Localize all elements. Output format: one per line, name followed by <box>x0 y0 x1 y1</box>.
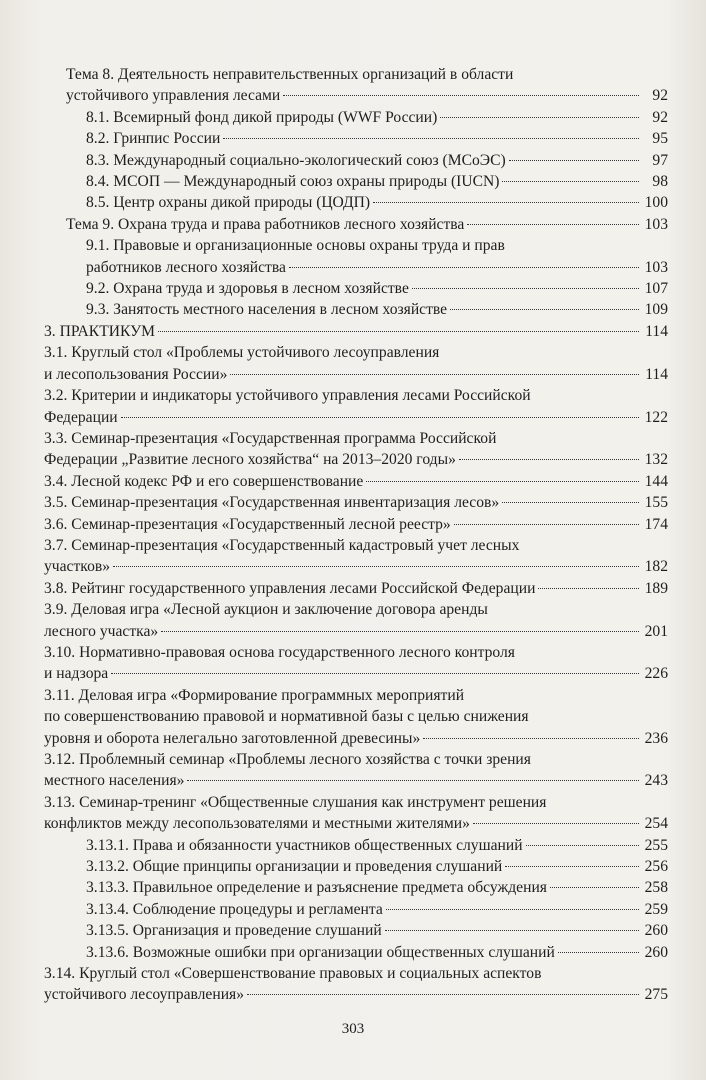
toc-entry-last-line <box>86 150 668 171</box>
toc-entry <box>44 899 668 920</box>
toc-entry-text: 3.13.5. Организация и проведение слушаний <box>86 922 382 940</box>
toc-entry <box>44 492 668 513</box>
toc-entry-text: 3.5. Семинар-презентация «Государственная инвентаризация лесов» <box>44 494 500 512</box>
dot-leader <box>121 417 639 418</box>
toc-entry <box>44 535 668 578</box>
toc-entry-page: 103 <box>644 258 668 276</box>
dot-leader <box>459 459 639 460</box>
toc-entry-page: 260 <box>644 922 668 940</box>
toc-entry-text: Тема 8. Деятельность неправительственных организаций в области <box>66 66 514 83</box>
toc-entry-text: 8.4. МСОП — Международный союз охраны природы (IUCN) <box>86 173 500 191</box>
toc-entry-page: 256 <box>644 858 668 876</box>
toc-entry-text: и лесопользования России» <box>44 365 228 383</box>
toc-entry-last-line <box>44 492 668 513</box>
toc-entry <box>44 107 668 128</box>
dot-leader <box>467 224 639 225</box>
toc-entry-text: 3. ПРАКТИКУМ <box>44 322 155 340</box>
dot-leader <box>283 95 639 96</box>
toc-entry-text: местного населения» <box>44 772 185 790</box>
dot-leader <box>550 887 639 888</box>
dot-leader <box>111 673 639 674</box>
toc-entry-text: 3.13.1. Права и обязанности участников общественных слушаний <box>86 836 523 854</box>
toc-entry-text: 3.12. Проблемный семинар «Проблемы лесного хозяйства с точки зрения <box>44 751 531 768</box>
toc-entry-last-line <box>86 835 668 856</box>
toc-entry-page: 243 <box>644 772 668 790</box>
dot-leader <box>386 909 639 910</box>
toc-entry-last-line <box>44 449 668 470</box>
toc-entry-text: лесного участка» <box>44 622 159 640</box>
toc-entry <box>44 835 668 856</box>
toc-entry-text: 9.2. Охрана труда и здоровья в лесном хозяйстве <box>86 280 409 298</box>
toc-entry <box>44 856 668 877</box>
toc-entry-page: 254 <box>644 815 668 833</box>
toc-entry-page: 92 <box>652 87 668 105</box>
toc-entry-page: 174 <box>644 515 668 533</box>
toc-entry-last-line <box>44 663 668 684</box>
toc-entry <box>44 642 668 685</box>
toc-entry-page: 114 <box>645 322 668 340</box>
toc-entry-page: 259 <box>644 900 668 918</box>
toc-entry <box>44 920 668 941</box>
toc-entry-last-line <box>86 192 668 213</box>
dot-leader <box>502 181 639 182</box>
toc-entry-text: 3.13. Семинар-тренинг «Общественные слушания как инструмент решения <box>44 793 547 811</box>
toc-entry-last-line <box>86 877 668 898</box>
page-number: 303 <box>341 1021 365 1037</box>
dot-leader <box>423 738 639 739</box>
toc-entry-text: 3.11. Деловая игра «Формирование программных мероприятий <box>44 686 465 704</box>
dot-leader <box>247 994 639 995</box>
toc-entry-page: 201 <box>644 622 668 640</box>
toc-entry-page: 226 <box>644 665 668 683</box>
toc-entry-last-line <box>44 578 668 599</box>
toc-entry-page: 182 <box>644 558 668 576</box>
toc-entry <box>44 749 668 792</box>
toc-entry <box>44 599 668 642</box>
toc-entry-last-line <box>86 942 668 963</box>
toc-entry-text: по совершенствованию правовой и нормативной базы с целью снижения <box>44 708 529 726</box>
toc-entry <box>44 235 668 278</box>
toc-entry-last-line <box>44 621 668 642</box>
toc-entry-last-line <box>86 920 668 941</box>
dot-leader <box>502 502 639 503</box>
toc-entry <box>44 792 668 835</box>
toc-entry-last-line <box>86 856 668 877</box>
toc-entry <box>44 192 668 213</box>
toc-entry <box>44 342 668 385</box>
toc-entry-last-line <box>44 514 668 535</box>
toc-entry-text: 3.14. Круглый стол «Совершенствование правовых и социальных аспектов <box>44 965 542 983</box>
toc-entry <box>44 428 668 471</box>
dot-leader <box>454 524 639 525</box>
toc-entry-page: 109 <box>644 301 668 319</box>
toc-entry-last-line <box>44 728 668 749</box>
toc-entry-text: устойчивого лесоуправления» <box>44 986 245 1004</box>
toc-entry-last-line <box>86 257 668 278</box>
toc-entry-text: 3.3. Семинар-презентация «Государственная программа Российской <box>44 429 497 447</box>
dot-leader <box>538 588 639 589</box>
toc-entry-text: и надзора <box>44 665 109 683</box>
toc-entry-page: 236 <box>644 729 668 747</box>
toc-entry-last-line <box>86 171 668 192</box>
toc-entry <box>44 963 668 1006</box>
toc-entry-last-line <box>44 813 668 834</box>
toc-entry-page: 98 <box>652 173 668 191</box>
toc-entry-text: 3.9. Деловая игра «Лесной аукцион и заключение договора аренды <box>44 601 488 619</box>
toc-entry-last-line <box>86 278 668 299</box>
toc-entry-page: 189 <box>644 579 668 597</box>
toc-entry-page: 107 <box>644 280 668 298</box>
toc-entry-text: 3.1. Круглый стол «Проблемы устойчивого лесоуправления <box>44 344 440 362</box>
toc-entry <box>44 64 668 107</box>
toc-entry-last-line <box>86 107 668 128</box>
toc-entry <box>44 514 668 535</box>
toc-entry-page: 103 <box>644 215 668 233</box>
toc-entry <box>44 214 668 235</box>
toc-entry <box>44 877 668 898</box>
dot-leader <box>505 866 639 867</box>
dot-leader <box>412 288 639 289</box>
toc-entry <box>44 578 668 599</box>
toc-entry-text: Федерации „Развитие лесного хозяйства“ на 2013–2020 годы» <box>44 451 456 469</box>
toc-entry <box>44 150 668 171</box>
toc-entry <box>44 299 668 320</box>
toc-entry-last-line <box>44 556 668 577</box>
toc-entry-text: 8.2. Гринпис России <box>86 130 221 148</box>
toc-entry-last-line <box>44 364 668 385</box>
dot-leader <box>187 780 639 781</box>
toc-entry-text: 3.4. Лесной кодекс РФ и его совершенствование <box>44 472 364 490</box>
toc-entry-page: 260 <box>644 943 668 961</box>
dot-leader <box>450 309 639 310</box>
toc-entry-last-line <box>86 899 668 920</box>
toc-entry <box>44 278 668 299</box>
dot-leader <box>526 845 639 846</box>
toc-entry <box>44 321 668 342</box>
dot-leader <box>158 331 639 332</box>
toc-entry-page: 255 <box>644 836 668 854</box>
dot-leader <box>230 374 639 375</box>
toc-entry-text: 3.13.4. Соблюдение процедуры и регламента <box>86 900 383 918</box>
toc-entry-last-line <box>44 407 668 428</box>
toc-entry-text: 3.13.6. Возможные ошибки при организации общественных слушаний <box>86 943 555 961</box>
toc-entry-last-line <box>66 214 668 235</box>
toc-entry-text: Тема 9. Охрана труда и права работников лесного хозяйства <box>66 215 465 233</box>
toc-entry-page: 114 <box>645 365 668 383</box>
toc-entry-text: 3.2. Критерии и индикаторы устойчивого управления лесами Российской <box>44 387 531 405</box>
dot-leader <box>385 930 639 931</box>
toc-entry-last-line <box>44 321 668 342</box>
toc-entry-page: 95 <box>652 130 668 148</box>
toc-entry <box>44 385 668 428</box>
toc-entry-last-line <box>44 984 668 1005</box>
toc-entry-page: 155 <box>644 494 668 512</box>
toc-entry-text: уровня и оборота нелегально заготовленной древесины» <box>44 729 421 747</box>
table-of-contents <box>44 64 668 1006</box>
dot-leader <box>373 202 639 203</box>
toc-entry-page: 92 <box>652 108 668 126</box>
dot-leader <box>366 481 639 482</box>
dot-leader <box>509 160 639 161</box>
toc-entry-text: конфликтов между лесопользователями и местными жителями» <box>44 815 470 833</box>
dot-leader <box>440 117 639 118</box>
toc-entry-text: 8.5. Центр охраны дикой природы (ЦОДП) <box>86 194 371 212</box>
toc-entry-last-line <box>86 128 668 149</box>
dot-leader <box>473 823 639 824</box>
dot-leader <box>289 267 639 268</box>
toc-entry-last-line <box>44 471 668 492</box>
toc-entry-text: 3.10. Нормативно-правовая основа государственного лесного контроля <box>44 643 515 661</box>
toc-entry-text: 8.3. Международный социально-экологический союз (МСоЭС) <box>86 151 506 169</box>
toc-entry-last-line <box>86 299 668 320</box>
toc-entry-text: 3.8. Рейтинг государственного управления лесами Российской Федерации <box>44 579 536 597</box>
toc-entry-text: участков» <box>44 558 111 576</box>
toc-entry <box>44 471 668 492</box>
toc-entry-page: 100 <box>644 194 668 212</box>
toc-entry <box>44 171 668 192</box>
toc-entry <box>44 942 668 963</box>
toc-entry-page: 97 <box>652 151 668 169</box>
toc-entry-text: 3.13.3. Правильное определение и разъяснение предмета обсуждения <box>86 879 547 897</box>
dot-leader <box>161 631 639 632</box>
toc-entry-last-line <box>44 770 668 791</box>
toc-entry-text: 9.3. Занятость местного населения в лесном хозяйстве <box>86 301 448 319</box>
toc-entry-text: устойчивого управления лесами <box>66 87 281 105</box>
dot-leader <box>113 566 639 567</box>
toc-entry-page: 275 <box>644 986 668 1004</box>
toc-entry-text: Федерации <box>44 408 118 426</box>
dot-leader <box>558 952 639 953</box>
toc-entry-page: 144 <box>644 472 668 490</box>
toc-entry-text: 3.13.2. Общие принципы организации и проведения слушаний <box>86 858 503 876</box>
toc-entry-page: 122 <box>644 408 668 426</box>
toc-entry-page: 258 <box>644 879 668 897</box>
toc-entry-text: 3.6. Семинар-презентация «Государственный лесной реестр» <box>44 515 451 533</box>
toc-entry <box>44 685 668 749</box>
toc-entry <box>44 128 668 149</box>
toc-entry-page: 132 <box>644 451 668 469</box>
toc-entry-text: 3.7. Семинар-презентация «Государственный кадастровый учет лесных <box>44 536 520 554</box>
dot-leader <box>223 138 639 139</box>
toc-entry-text: работников лесного хозяйства <box>86 258 286 276</box>
toc-entry-text: 8.1. Всемирный фонд дикой природы (WWF России) <box>86 108 438 126</box>
toc-entry-last-line <box>66 85 668 106</box>
toc-entry-text: 9.1. Правовые и организационные основы охраны труда и прав <box>86 237 505 255</box>
